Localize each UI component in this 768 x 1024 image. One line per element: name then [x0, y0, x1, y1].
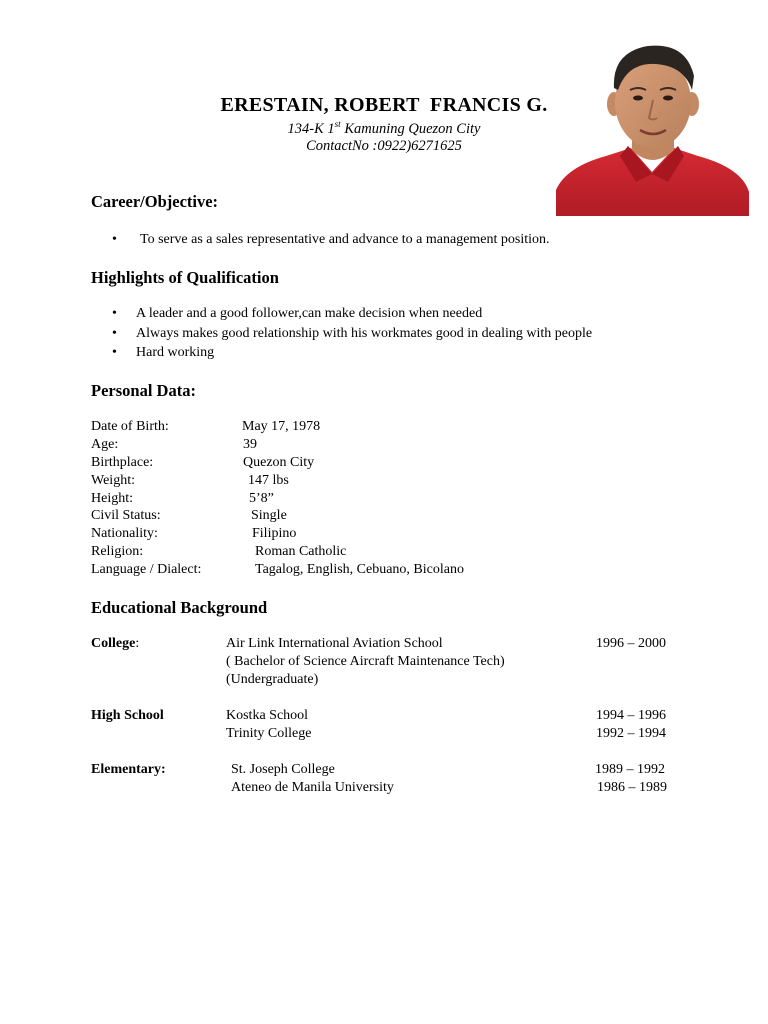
college-course: ( Bachelor of Science Aircraft Maintenance Tech): [226, 654, 505, 669]
field-label: Nationality:: [91, 526, 158, 542]
applicant-name: ERESTAIN, ROBERT FRANCIS G.: [220, 94, 548, 116]
portrait-photo-icon: [556, 32, 749, 216]
field-value: Quezon City: [243, 454, 315, 470]
education-heading: Educational Background: [91, 598, 268, 617]
list-item: • To serve as a sales representative and advance to a management position.: [112, 230, 550, 250]
field-value: Tagalog, English, Cebuano, Bicolano: [255, 562, 464, 578]
field-label: Civil Status:: [91, 508, 161, 524]
field-label: Language / Dialect:: [91, 562, 202, 578]
field-label: Age:: [91, 436, 119, 452]
highschool-label: High School: [91, 708, 164, 723]
personal-data-heading: Personal Data:: [91, 381, 196, 400]
field-value: 5’8”: [249, 490, 274, 506]
applicant-contact: ContactNo :0922)6271625: [306, 138, 462, 154]
college-status: (Undergraduate): [226, 672, 319, 687]
elementary-years: 1989 – 1992: [595, 762, 665, 777]
field-label: Religion:: [91, 544, 144, 560]
college-label: College:: [91, 636, 140, 651]
field-value: 39: [243, 436, 257, 452]
highlights-list: [112, 304, 592, 363]
highlights-heading: Highlights of Qualification: [91, 268, 279, 287]
field-value: 147 lbs: [248, 472, 289, 488]
highschool-school: Kostka School: [226, 708, 309, 723]
field-label: Weight:: [91, 472, 135, 488]
field-label: Birthplace:: [91, 454, 154, 470]
list-item: • Hard working: [112, 343, 592, 363]
field-label: Date of Birth:: [91, 419, 169, 434]
applicant-address: [150, 121, 618, 138]
highschool-school: Trinity College: [226, 726, 312, 741]
field-value: Roman Catholic: [255, 544, 347, 560]
elementary-label: Elementary:: [91, 762, 166, 777]
elementary-school: St. Joseph College: [231, 762, 335, 777]
address-rest: Kamuning Quezon City: [340, 121, 481, 137]
career-objective-heading: Career/Objective:: [91, 192, 219, 211]
field-value: May 17, 1978: [242, 419, 321, 434]
field-value: Single: [251, 508, 287, 524]
highschool-years: 1992 – 1994: [596, 726, 666, 741]
field-value: Filipino: [252, 526, 297, 542]
elementary-school: Ateneo de Manila University: [231, 780, 394, 795]
address-superscript: st: [334, 119, 341, 130]
elementary-years: 1986 – 1989: [597, 780, 667, 795]
list-item: • A leader and a good follower,can make decision when needed: [112, 304, 592, 324]
college-school: Air Link International Aviation School: [226, 636, 443, 651]
address-prefix: 134-K 1: [287, 121, 335, 137]
career-objective-list: [112, 230, 550, 250]
highschool-years: 1994 – 1996: [596, 708, 666, 723]
field-label: Height:: [91, 490, 133, 506]
college-years: 1996 – 2000: [596, 636, 666, 651]
list-item: • Always makes good relationship with his workmates good in dealing with people: [112, 324, 592, 344]
